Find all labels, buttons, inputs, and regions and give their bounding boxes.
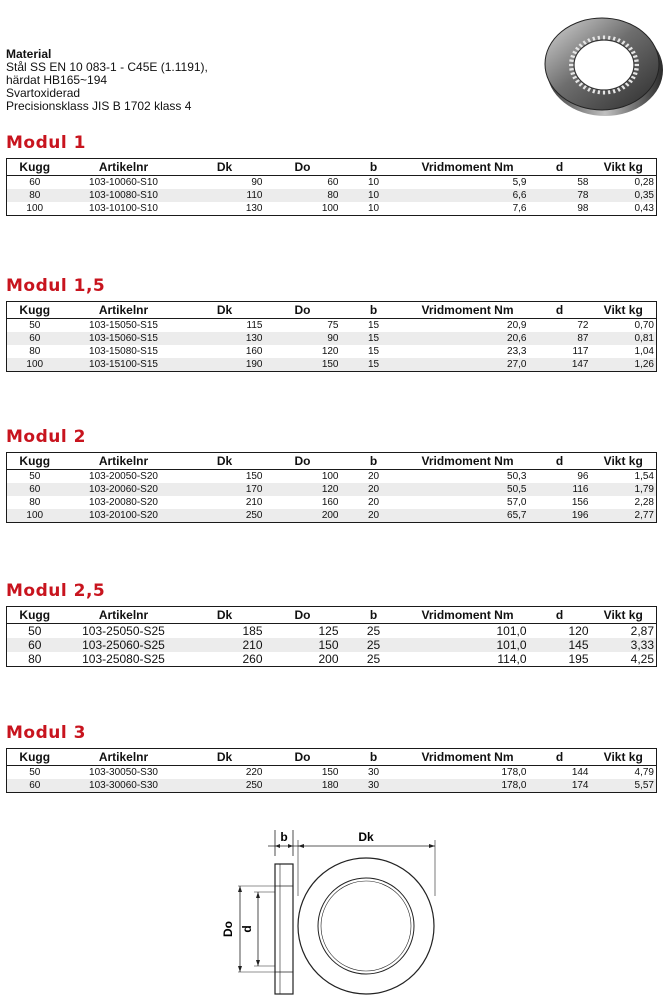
gear-ring-dimension-drawing-icon [218,826,448,998]
table-header-row [7,159,657,176]
column-header-dk: Dk [185,159,265,176]
cell-dk: 220 [245,767,263,778]
gear-tooth [571,73,576,74]
cell-vridmoment: 178,0 [501,767,527,778]
cell-d: 96 [577,471,589,482]
cell-dk: 90 [251,177,263,188]
cell-vridmoment: 27,0 [407,358,529,372]
cell-d: 72 [577,320,589,331]
cell-b: 25 [366,624,381,638]
column-header-artikelnr: Artikelnr [63,607,185,624]
cell-do: 150 [265,358,341,372]
cell-dk: 185 [242,624,263,638]
cell-dk: 130 [185,332,265,345]
cell-kugg: 80 [29,346,41,357]
cell-do: 200 [318,652,339,666]
cell-dk: 250 [185,779,265,793]
module-section [6,275,656,372]
cell-do: 75 [327,320,339,331]
cell-b: 20 [341,509,407,523]
cell-b: 15 [341,358,407,372]
cell-vridmoment: 65,7 [407,509,529,523]
cell-do: 150 [265,638,341,652]
column-header-kugg: Kugg [7,159,63,176]
cell-dk: 115 [246,320,263,331]
cell-kugg: 80 [7,189,63,202]
material-heading: Material [6,47,52,61]
table-row [7,652,657,667]
spec-table [6,606,657,667]
cell-kugg: 80 [29,497,41,508]
cell-b: 25 [366,652,381,666]
cell-vridmoment: 5,9 [512,177,527,188]
cell-do: 80 [265,189,341,202]
gear-tooth [571,56,576,57]
cell-vridmoment: 20,6 [407,332,529,345]
cell-b: 15 [367,346,380,357]
cell-artikelnr: 103-20060-S20 [63,483,185,496]
column-header-vridmoment: Vridmoment Nm [407,749,529,766]
spec-table [6,158,657,216]
cell-vikt: 0,81 [591,332,657,345]
cell-dk: 190 [185,358,265,372]
column-header-artikelnr: Artikelnr [63,302,185,319]
table-row [7,638,657,652]
cell-kugg: 50 [29,767,41,778]
cell-d: 196 [529,509,591,523]
label-b: b [280,830,288,844]
cell-kugg: 60 [7,638,63,652]
cell-do: 200 [265,509,341,523]
table-row [7,189,657,202]
gear-tooth [569,69,574,70]
cell-do: 120 [265,483,341,496]
spec-table [6,452,657,523]
column-header-vikt: Vikt kg [591,302,657,319]
cell-vridmoment: 6,6 [407,189,529,202]
cell-d: 145 [529,638,591,652]
column-header-dk: Dk [185,302,265,319]
column-header-dk: Dk [185,453,265,470]
column-header-b: b [341,607,407,624]
cell-do: 150 [321,767,339,778]
cell-d: 98 [577,203,589,214]
table-row [7,332,657,345]
spec-table [6,748,657,793]
column-header-dk: Dk [185,749,265,766]
module-title: Modul 1 [6,133,86,153]
cell-kugg: 60 [29,177,41,188]
column-header-b: b [341,159,407,176]
cell-do: 125 [318,624,339,638]
cell-kugg: 80 [28,652,42,666]
cell-artikelnr: 103-30060-S30 [63,779,185,793]
cell-d: 195 [568,652,589,666]
cell-vikt: 1,04 [634,346,654,357]
cell-vridmoment: 178,0 [407,779,529,793]
cell-kugg: 50 [28,624,42,638]
spec-table [6,301,657,372]
cell-d: 156 [571,497,589,508]
cell-dk: 110 [185,189,265,202]
gear-tooth [599,36,600,40]
cell-d: 120 [568,624,589,638]
cell-d: 78 [529,189,591,202]
cell-do: 120 [321,346,339,357]
column-header-d: d [529,749,591,766]
table-row [7,496,657,509]
column-header-d: d [529,302,591,319]
cell-artikelnr: 103-25080-S25 [82,652,165,666]
column-header-vikt: Vikt kg [591,607,657,624]
cell-dk: 170 [185,483,265,496]
cell-vikt: 0,35 [591,189,657,202]
cell-b: 20 [367,471,380,482]
cell-vridmoment: 57,0 [507,497,527,508]
cell-vridmoment: 7,6 [512,203,527,214]
module-title: Modul 2 [6,427,86,447]
cell-vikt: 1,26 [591,358,657,372]
cell-kugg: 50 [29,471,41,482]
cell-kugg: 100 [26,203,44,214]
gear-tooth [633,56,638,57]
column-header-d: d [529,607,591,624]
cell-do: 100 [321,471,339,482]
cell-vikt: 1,79 [591,483,657,496]
cell-artikelnr: 103-20050-S20 [89,471,158,482]
cell-do: 60 [327,177,339,188]
column-header-vridmoment: Vridmoment Nm [407,159,529,176]
cell-b: 20 [341,483,407,496]
cell-artikelnr: 103-20080-S20 [89,497,158,508]
cell-artikelnr: 103-15100-S15 [63,358,185,372]
cell-vikt: 0,28 [634,177,654,188]
column-header-b: b [341,453,407,470]
cell-vridmoment: 20,9 [507,320,527,331]
column-header-do: Do [265,453,341,470]
gear-tooth [613,89,615,93]
cell-b: 15 [341,332,407,345]
module-section [6,722,656,793]
table-row [7,509,657,523]
cell-do: 180 [265,779,341,793]
table-row [7,319,657,333]
material-line: Svartoxiderad [6,86,81,100]
label-dk: Dk [358,830,374,844]
cell-d: 87 [529,332,591,345]
cell-vridmoment: 50,5 [407,483,529,496]
column-header-dk: Dk [185,607,265,624]
column-header-d: d [529,159,591,176]
cell-artikelnr: 103-10080-S10 [63,189,185,202]
cell-vridmoment: 101,0 [496,624,527,638]
cell-vridmoment: 50,3 [507,471,527,482]
column-header-b: b [341,302,407,319]
material-line: Stål SS EN 10 083-1 - C45E (1.1191), [6,60,208,74]
cell-dk: 160 [245,346,263,357]
module-title: Modul 2,5 [6,581,106,601]
cell-artikelnr: 103-15080-S15 [89,346,158,357]
module-title: Modul 3 [6,723,86,743]
gear-tooth [609,36,610,40]
cell-do: 90 [265,332,341,345]
cell-kugg: 60 [7,483,63,496]
cell-b: 30 [341,779,407,793]
column-header-do: Do [265,607,341,624]
cell-dk: 260 [242,652,263,666]
table-row [7,779,657,793]
column-header-do: Do [265,749,341,766]
label-do: Do [221,921,235,937]
cell-b: 10 [341,189,407,202]
cell-artikelnr: 103-15050-S15 [89,320,158,331]
cell-b: 25 [341,638,407,652]
column-header-vridmoment: Vridmoment Nm [407,302,529,319]
cell-vikt: 0,43 [634,203,654,214]
column-header-vikt: Vikt kg [591,159,657,176]
table-row [7,766,657,780]
cell-vikt: 5,57 [591,779,657,793]
cell-dk: 250 [185,509,265,523]
cell-artikelnr: 103-30050-S30 [89,767,158,778]
cell-dk: 130 [245,203,263,214]
gear-tooth [634,60,639,61]
column-header-do: Do [265,302,341,319]
gear-tooth [613,37,615,41]
column-header-artikelnr: Artikelnr [63,749,185,766]
cell-artikelnr: 103-20100-S20 [63,509,185,523]
table-header-row [7,607,657,624]
internal-gear-ring-icon [540,8,666,120]
column-header-kugg: Kugg [7,453,63,470]
cell-b: 10 [367,177,380,188]
module-title: Modul 1,5 [6,276,106,296]
table-row [7,358,657,372]
cell-dk: 210 [185,638,265,652]
cell-artikelnr: 103-15060-S15 [63,332,185,345]
cell-vikt: 2,87 [630,624,654,638]
column-header-do: Do [265,159,341,176]
column-header-vikt: Vikt kg [591,453,657,470]
cell-vridmoment: 114,0 [497,652,527,666]
material-info [6,48,208,113]
table-header-row [7,453,657,470]
cell-artikelnr: 103-25060-S25 [63,638,185,652]
column-header-kugg: Kugg [7,749,63,766]
column-header-artikelnr: Artikelnr [63,159,185,176]
cell-d: 174 [529,779,591,793]
cell-vikt: 4,25 [630,652,654,666]
column-header-vikt: Vikt kg [591,749,657,766]
cell-kugg: 60 [7,779,63,793]
gear-tooth [593,89,595,93]
cell-b: 15 [367,320,380,331]
cell-kugg: 100 [7,509,63,523]
table-header-row [7,749,657,766]
gear-tooth [593,37,595,41]
cell-do: 100 [321,203,339,214]
cell-kugg: 100 [7,358,63,372]
table-row [7,176,657,190]
table-header-row [7,302,657,319]
cell-vikt: 3,33 [591,638,657,652]
cell-d: 58 [577,177,589,188]
cell-kugg: 50 [29,320,41,331]
cell-artikelnr: 103-10060-S10 [89,177,158,188]
cell-dk: 150 [245,471,263,482]
cell-vikt: 0,70 [634,320,654,331]
cell-b: 30 [367,767,380,778]
cell-d: 116 [529,483,591,496]
cell-d: 117 [572,346,589,357]
column-header-vridmoment: Vridmoment Nm [407,453,529,470]
module-section [6,426,656,523]
gear-tooth [634,69,639,70]
gear-tooth [633,73,638,74]
cell-vikt: 2,28 [634,497,654,508]
cell-b: 10 [367,203,380,214]
column-header-kugg: Kugg [7,302,63,319]
cell-kugg: 60 [7,332,63,345]
column-header-artikelnr: Artikelnr [63,453,185,470]
cell-do: 160 [321,497,339,508]
module-section [6,580,656,667]
cell-artikelnr: 103-25050-S25 [82,624,165,638]
table-row [7,483,657,496]
gear-tooth [569,60,574,61]
column-header-b: b [341,749,407,766]
cell-d: 144 [571,767,589,778]
cell-b: 20 [367,497,380,508]
column-header-vridmoment: Vridmoment Nm [407,607,529,624]
column-header-kugg: Kugg [7,607,63,624]
cell-vridmoment: 23,3 [507,346,527,357]
cell-vikt: 4,79 [634,767,654,778]
cell-artikelnr: 103-10100-S10 [89,203,158,214]
table-row [7,624,657,639]
cell-vikt: 1,54 [634,471,654,482]
table-row [7,470,657,484]
gear-tooth [609,90,610,94]
table-row [7,202,657,216]
cell-vridmoment: 101,0 [407,638,529,652]
material-line: Precisionsklass JIS B 1702 klass 4 [6,99,192,113]
label-d: d [240,925,254,933]
cell-dk: 210 [245,497,263,508]
table-row [7,345,657,358]
material-line: härdat HB165~194 [6,73,108,87]
column-header-d: d [529,453,591,470]
module-section [6,132,656,216]
cell-d: 147 [529,358,591,372]
gear-tooth [599,90,600,94]
cell-vikt: 2,77 [591,509,657,523]
